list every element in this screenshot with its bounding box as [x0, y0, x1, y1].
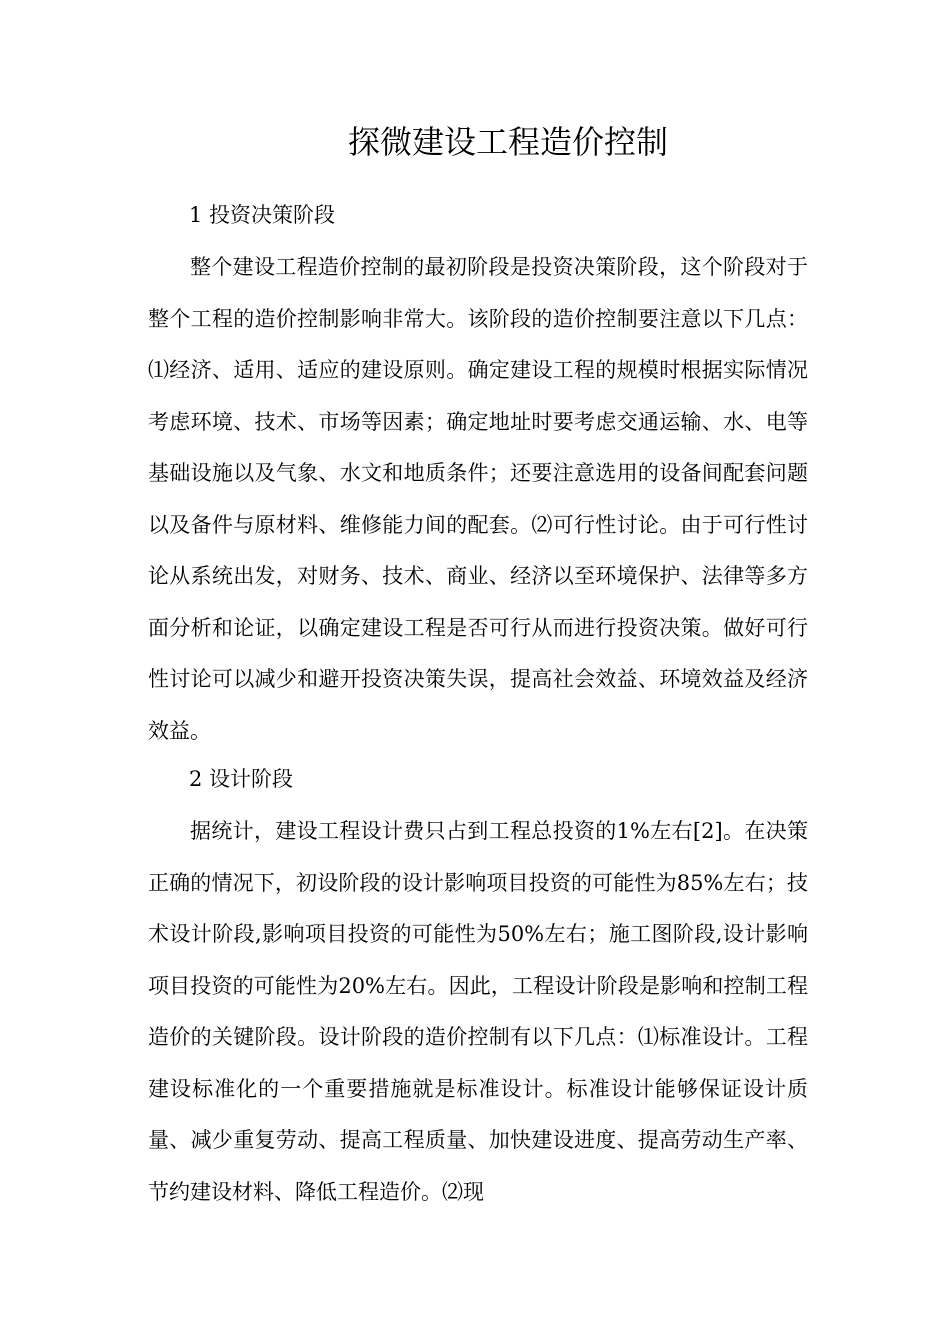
- section-heading-design-stage: 2 设计阶段: [189, 767, 294, 791]
- section-heading-investment-decision: 1 投资决策阶段: [189, 203, 336, 227]
- section-paragraph-investment-decision: 整个建设工程造价控制的最初阶段是投资决策阶段，这个阶段对于整个工程的造价控制影响非常大。该阶段的造价控制要注意以下几点：⑴经济、适用、适应的建设原则。确定建设工程的规模时根据实际情况考虑环境、技术、市场等因素；确定地址时要考虑交通运输、水、电等基础设施以及气象、水文和地质条件；还要注意选用的设备间配套问题以及备件与原材料、维修能力间的配套。⑵可行性讨论。由于可行性讨论从系统出发，对财务、技术、商业、经济以至环境保护、法律等多方面分析和论证，以确定建设工程是否可行从而进行投资决策。做好可行性讨论可以减少和避开投资决策失误，提高社会效益、环境效益及经济效益。: [148, 255, 808, 743]
- document-title: 探微建设工程造价控制: [347, 123, 668, 161]
- section-paragraph-design-stage: 据统计，建设工程设计费只占到工程总投资的1%左右[2]。在决策正确的情况下，初设阶段的设计影响项目投资的可能性为85%左右；技术设计阶段,影响项目投资的可能性为50%左右；施工图阶段,设计影响项目投资的可能性为20%左右。因此，工程设计阶段是影响和控制工程造价的关键阶段。设计阶段的造价控制有以下几点：⑴标准设计。工程建设标准化的一个重要措施就是标准设计。标准设计能够保证设计质量、减少重复劳动、提高工程质量、加快建设进度、提高劳动生产率、节约建设材料、降低工程造价。⑵现: [148, 819, 808, 1204]
